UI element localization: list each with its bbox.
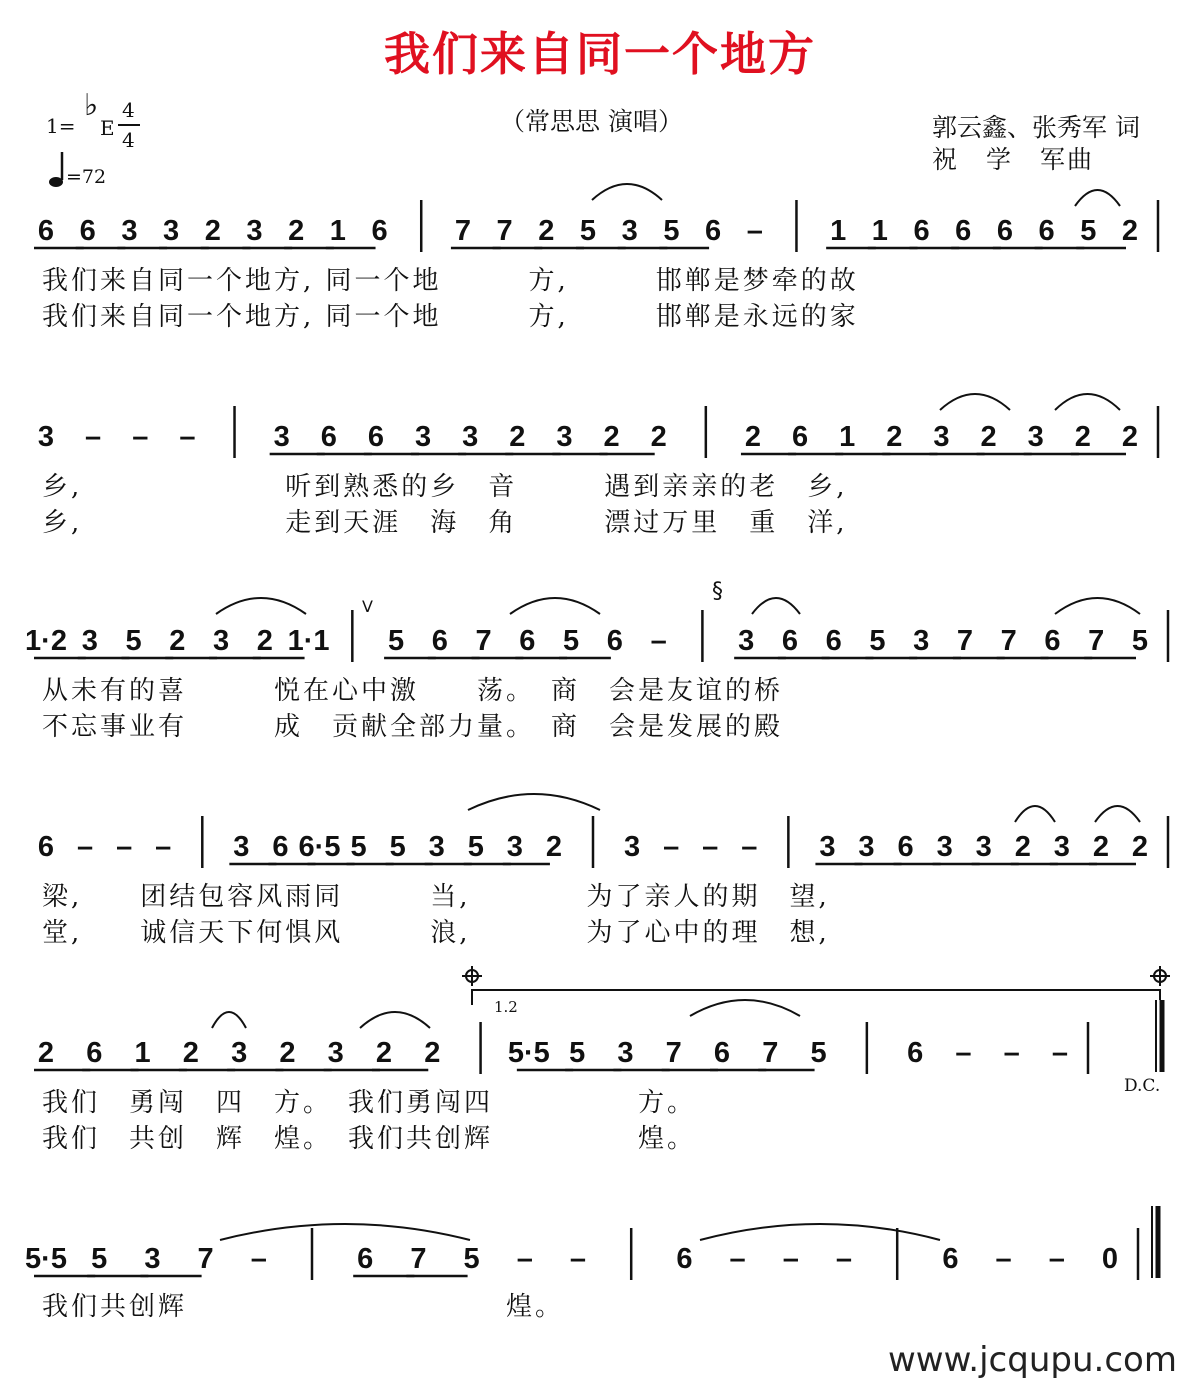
note-6: 6	[955, 215, 972, 247]
note-dash: –	[835, 1243, 853, 1275]
note-2: 2	[182, 1037, 199, 1069]
note-dash: –	[1051, 1037, 1069, 1069]
note-3: 3	[37, 421, 55, 453]
flat-sign: ♭	[84, 88, 99, 123]
note-3: 3	[212, 625, 230, 657]
note-6: 6	[320, 421, 337, 453]
note-5: 5	[463, 1243, 480, 1275]
note-1-dot-1: 1·1	[287, 625, 330, 657]
note-6: 6	[357, 1243, 374, 1275]
note-3: 3	[231, 1037, 248, 1069]
slur-arc	[700, 1224, 940, 1240]
note-3: 3	[819, 831, 836, 863]
composer-credit: 祝 学 军曲	[932, 145, 1095, 174]
slur-arc	[690, 1000, 800, 1016]
note-6: 6	[781, 625, 798, 657]
note-7: 7	[197, 1243, 214, 1275]
note-6: 6	[996, 215, 1013, 247]
note-5-dot-5: 5·5	[25, 1243, 67, 1275]
singer-credit: （常思思 演唱）	[500, 107, 683, 136]
note-2: 2	[509, 421, 526, 453]
note-dash: –	[179, 421, 196, 453]
note-1: 1	[830, 215, 847, 247]
note-5: 5	[467, 831, 484, 863]
note-dash: –	[782, 1243, 799, 1275]
slur-arc	[1075, 190, 1120, 206]
note-2: 2	[1121, 215, 1139, 247]
note-6: 6	[37, 831, 55, 863]
note-1: 1	[134, 1037, 151, 1069]
note-5: 5	[569, 1037, 586, 1069]
note-6: 6	[825, 625, 842, 657]
note-3: 3	[81, 625, 98, 657]
tempo-value: =72	[66, 166, 107, 188]
note-3: 3	[621, 215, 638, 247]
note-2: 2	[279, 1037, 296, 1069]
note-dash: –	[77, 831, 94, 863]
slur-arc	[1055, 394, 1120, 410]
note-3: 3	[936, 831, 953, 863]
time-denominator: 4	[122, 128, 135, 152]
watermark-url: www.jcqupu.com	[888, 1340, 1177, 1380]
note-6: 6	[705, 215, 722, 247]
note-3: 3	[975, 831, 992, 863]
note-3: 3	[556, 421, 573, 453]
slur-arc	[1015, 806, 1055, 822]
note-1-dot-2: 1·2	[25, 625, 67, 657]
note-5: 5	[563, 625, 580, 657]
lyricist-credit: 郭云鑫、张秀军 词	[932, 113, 1140, 142]
note-3: 3	[327, 1037, 344, 1069]
note-2: 2	[37, 1037, 55, 1069]
breath-mark: V	[362, 597, 373, 616]
note-dash: –	[955, 1037, 972, 1069]
note-6: 6	[367, 421, 384, 453]
note-7: 7	[496, 215, 513, 247]
note-5: 5	[91, 1243, 108, 1275]
lyric-line-3-verse-1: 从未有的喜 悦在心中激 荡。 商 会是友谊的桥	[42, 676, 784, 706]
note-3: 3	[163, 215, 180, 247]
note-6: 6	[942, 1243, 959, 1275]
note-2: 2	[1121, 421, 1139, 453]
key-prefix: 1=	[46, 114, 76, 138]
note-dash: –	[729, 1243, 746, 1275]
note-6: 6	[519, 625, 536, 657]
note-dash: –	[746, 215, 763, 247]
slur-arc	[360, 1012, 430, 1028]
note-2: 2	[650, 421, 667, 453]
note-dash: –	[116, 831, 133, 863]
note-2: 2	[288, 215, 305, 247]
slur-arc	[592, 184, 662, 200]
note-5: 5	[1131, 625, 1149, 657]
lyric-line-6-verse-1: 我们共创辉 煌。	[42, 1292, 565, 1322]
note-2: 2	[545, 831, 562, 863]
note-5-dot-5: 5·5	[507, 1037, 550, 1069]
note-3: 3	[624, 831, 641, 863]
slur-arc	[468, 794, 600, 810]
note-7: 7	[762, 1037, 779, 1069]
note-2: 2	[1074, 421, 1091, 453]
note-6: 6	[913, 215, 930, 247]
note-3: 3	[233, 831, 250, 863]
note-dash: –	[702, 831, 719, 863]
note-6-dot-5: 6·5	[298, 831, 341, 863]
note-dash: –	[85, 421, 102, 453]
note-5: 5	[125, 625, 142, 657]
note-2: 2	[1092, 831, 1109, 863]
lyric-line-1-verse-1: 我们来自同一个地方, 同一个地 方, 邯郸是梦牵的故	[42, 266, 859, 296]
slur-arc	[752, 598, 800, 614]
lyric-line-2-verse-1: 乡, 听到熟悉的乡 音 遇到亲亲的老 乡,	[42, 472, 848, 502]
note-5: 5	[350, 831, 367, 863]
slur-arc	[212, 1012, 246, 1028]
note-6: 6	[79, 215, 96, 247]
note-6: 6	[272, 831, 289, 863]
note-3: 3	[1027, 421, 1044, 453]
note-0: 0	[1101, 1243, 1119, 1275]
note-6: 6	[1044, 625, 1061, 657]
note-2: 2	[1131, 831, 1149, 863]
note-3: 3	[858, 831, 875, 863]
note-dash: –	[650, 625, 667, 657]
note-3: 3	[121, 215, 138, 247]
note-6: 6	[431, 625, 448, 657]
lyric-line-1-verse-2: 我们来自同一个地方, 同一个地 方, 邯郸是永远的家	[42, 302, 859, 332]
slur-arc	[216, 598, 306, 614]
note-7: 7	[454, 215, 471, 247]
note-2: 2	[375, 1037, 393, 1069]
segno-icon: §	[712, 579, 723, 604]
note-3: 3	[617, 1037, 634, 1069]
note-5: 5	[579, 215, 597, 247]
note-7: 7	[410, 1243, 427, 1275]
note-5: 5	[869, 625, 886, 657]
lyric-line-3-verse-2: 不忘事业有 成 贡献全部力量。 商 会是发展的殿	[42, 712, 784, 742]
slur-arc	[220, 1224, 470, 1240]
note-dash: –	[569, 1243, 587, 1275]
note-6: 6	[792, 421, 809, 453]
note-6: 6	[86, 1037, 103, 1069]
note-dash: –	[741, 831, 758, 863]
slur-arc	[510, 598, 600, 614]
lyric-line-5-verse-2: 我们 共创 辉 煌。 我们共创辉 煌。	[42, 1124, 697, 1154]
note-3: 3	[246, 215, 263, 247]
note-3: 3	[506, 831, 523, 863]
note-3: 3	[462, 421, 479, 453]
note-1: 1	[839, 421, 856, 453]
note-5: 5	[1080, 215, 1097, 247]
note-5: 5	[810, 1037, 827, 1069]
slur-arc	[940, 394, 1010, 410]
note-dash: –	[516, 1243, 533, 1275]
note-3: 3	[144, 1243, 161, 1275]
dc-mark: D.C.	[1124, 1076, 1161, 1096]
note-1: 1	[329, 215, 346, 247]
note-6: 6	[1038, 215, 1055, 247]
note-6: 6	[676, 1243, 693, 1275]
note-2: 2	[169, 625, 186, 657]
note-7: 7	[956, 625, 974, 657]
note-7: 7	[665, 1037, 682, 1069]
note-dash: –	[132, 421, 149, 453]
note-dash: –	[663, 831, 680, 863]
volta-bracket	[472, 990, 1160, 1005]
song-title: 我们来自同一个地方	[384, 27, 816, 81]
note-dash: –	[250, 1243, 267, 1275]
note-7: 7	[1088, 625, 1105, 657]
note-7: 7	[475, 625, 492, 657]
note-5: 5	[388, 625, 405, 657]
slur-arc	[1095, 806, 1140, 822]
lyric-line-5-verse-1: 我们 勇闯 四 方。 我们勇闯四 方。	[42, 1088, 697, 1118]
key-note: E	[100, 116, 115, 140]
note-3: 3	[738, 625, 755, 657]
note-2: 2	[603, 421, 620, 453]
note-6: 6	[713, 1037, 731, 1069]
note-6: 6	[371, 215, 388, 247]
note-dash: –	[1048, 1243, 1065, 1275]
note-3: 3	[273, 421, 290, 453]
lyric-line-4-verse-1: 梁, 团结包容风雨同 当, 为了亲人的期 望,	[42, 882, 830, 912]
note-2: 2	[744, 421, 762, 453]
note-2: 2	[1014, 831, 1031, 863]
note-1: 1	[871, 215, 888, 247]
note-2: 2	[886, 421, 903, 453]
note-2: 2	[980, 421, 997, 453]
slur-arc	[1055, 598, 1140, 614]
note-2: 2	[204, 215, 221, 247]
note-2: 2	[424, 1037, 441, 1069]
note-dash: –	[1003, 1037, 1020, 1069]
volta-number: 1.2	[494, 998, 518, 1016]
note-3: 3	[428, 831, 445, 863]
note-2: 2	[256, 625, 273, 657]
note-dash: –	[155, 831, 172, 863]
note-6: 6	[897, 831, 914, 863]
note-3: 3	[414, 421, 432, 453]
note-6: 6	[907, 1037, 924, 1069]
note-3: 3	[913, 625, 930, 657]
note-6: 6	[37, 215, 55, 247]
note-6: 6	[606, 625, 623, 657]
note-7: 7	[1000, 625, 1017, 657]
note-3: 3	[1053, 831, 1070, 863]
lyric-line-2-verse-2: 乡, 走到天涯 海 角 漂过万里 重 洋,	[42, 508, 848, 538]
note-2: 2	[538, 215, 555, 247]
note-5: 5	[663, 215, 680, 247]
time-numerator: 4	[122, 98, 135, 122]
note-dash: –	[995, 1243, 1012, 1275]
note-5: 5	[389, 831, 406, 863]
lyric-line-4-verse-2: 堂, 诚信天下何惧风 浪, 为了心中的理 想,	[42, 918, 830, 948]
note-3: 3	[933, 421, 950, 453]
